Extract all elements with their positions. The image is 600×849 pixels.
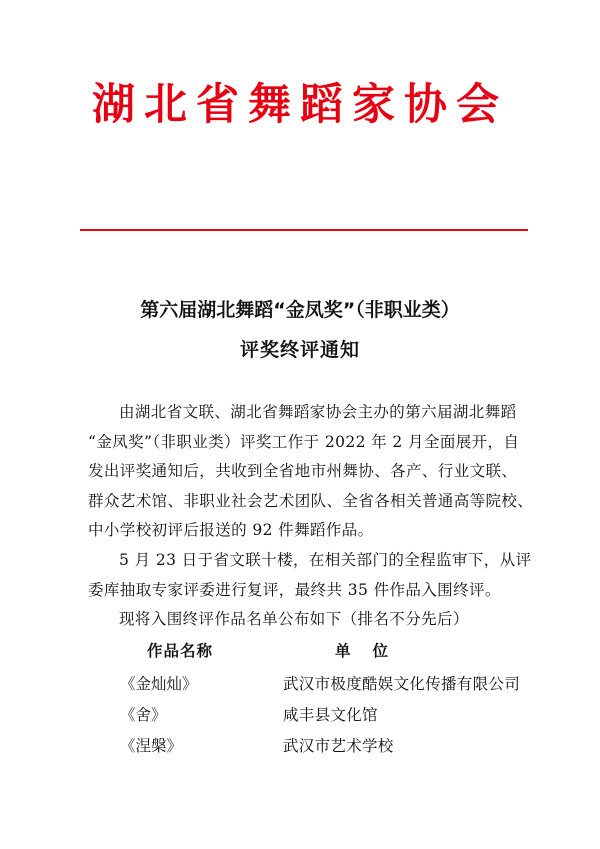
list-header-work: 作品名称 bbox=[147, 642, 214, 660]
notice-paragraph-3 bbox=[88, 605, 528, 635]
notice-paragraph-1 bbox=[88, 398, 534, 546]
entry-work-title: 《涅槃》 bbox=[120, 737, 183, 755]
letterhead-divider bbox=[80, 229, 528, 231]
paragraph-1-line: “金凤奖”（非职业类）评奖工作于 2022 年 2 月全面展开，自 bbox=[88, 432, 520, 451]
paragraph-2-line: 委库抽取专家评委进行复评，最终共 35 件作品入围终评。 bbox=[88, 580, 501, 599]
paragraph-1-line: 由湖北省文联、湖北省舞蹈家协会主办的第六届湖北舞蹈 bbox=[119, 403, 517, 421]
entry-unit-name: 武汉市艺术学校 bbox=[283, 737, 394, 755]
entry-unit-name: 咸丰县文化馆 bbox=[283, 706, 378, 724]
paragraph-1-line: 群众艺术馆、非职业社会艺术团队、全省各相关普通高等院校、 bbox=[88, 491, 534, 510]
entry-unit-name: 武汉市极度酷娱文化传播有限公司 bbox=[283, 675, 521, 693]
letterhead-org-name: 湖北省舞蹈家协会 bbox=[92, 80, 508, 130]
paragraph-1-line: 发出评奖通知后，共收到全省地市州舞协、各产、行业文联、 bbox=[88, 462, 518, 480]
paragraph-1-line: 中小学校初评后报送的 92 件舞蹈作品。 bbox=[88, 521, 374, 539]
entry-work-title: 《舍》 bbox=[120, 706, 167, 724]
notice-paragraph-2 bbox=[88, 546, 532, 605]
paragraph-2-line: 5 月 23 日于省文联十楼，在相关部门的全程监审下，从评 bbox=[119, 551, 532, 569]
list-header-unit: 单位 bbox=[335, 642, 411, 660]
notice-title-line-2: 评奖终评通知 bbox=[239, 339, 360, 361]
paragraph-3-line: 现将入围终评作品名单公布如下（排名不分先后） bbox=[119, 610, 469, 628]
entry-work-title: 《金灿灿》 bbox=[120, 675, 198, 693]
notice-title-line-1: 第六届湖北舞蹈“金凤奖”（非职业类） bbox=[140, 299, 460, 321]
